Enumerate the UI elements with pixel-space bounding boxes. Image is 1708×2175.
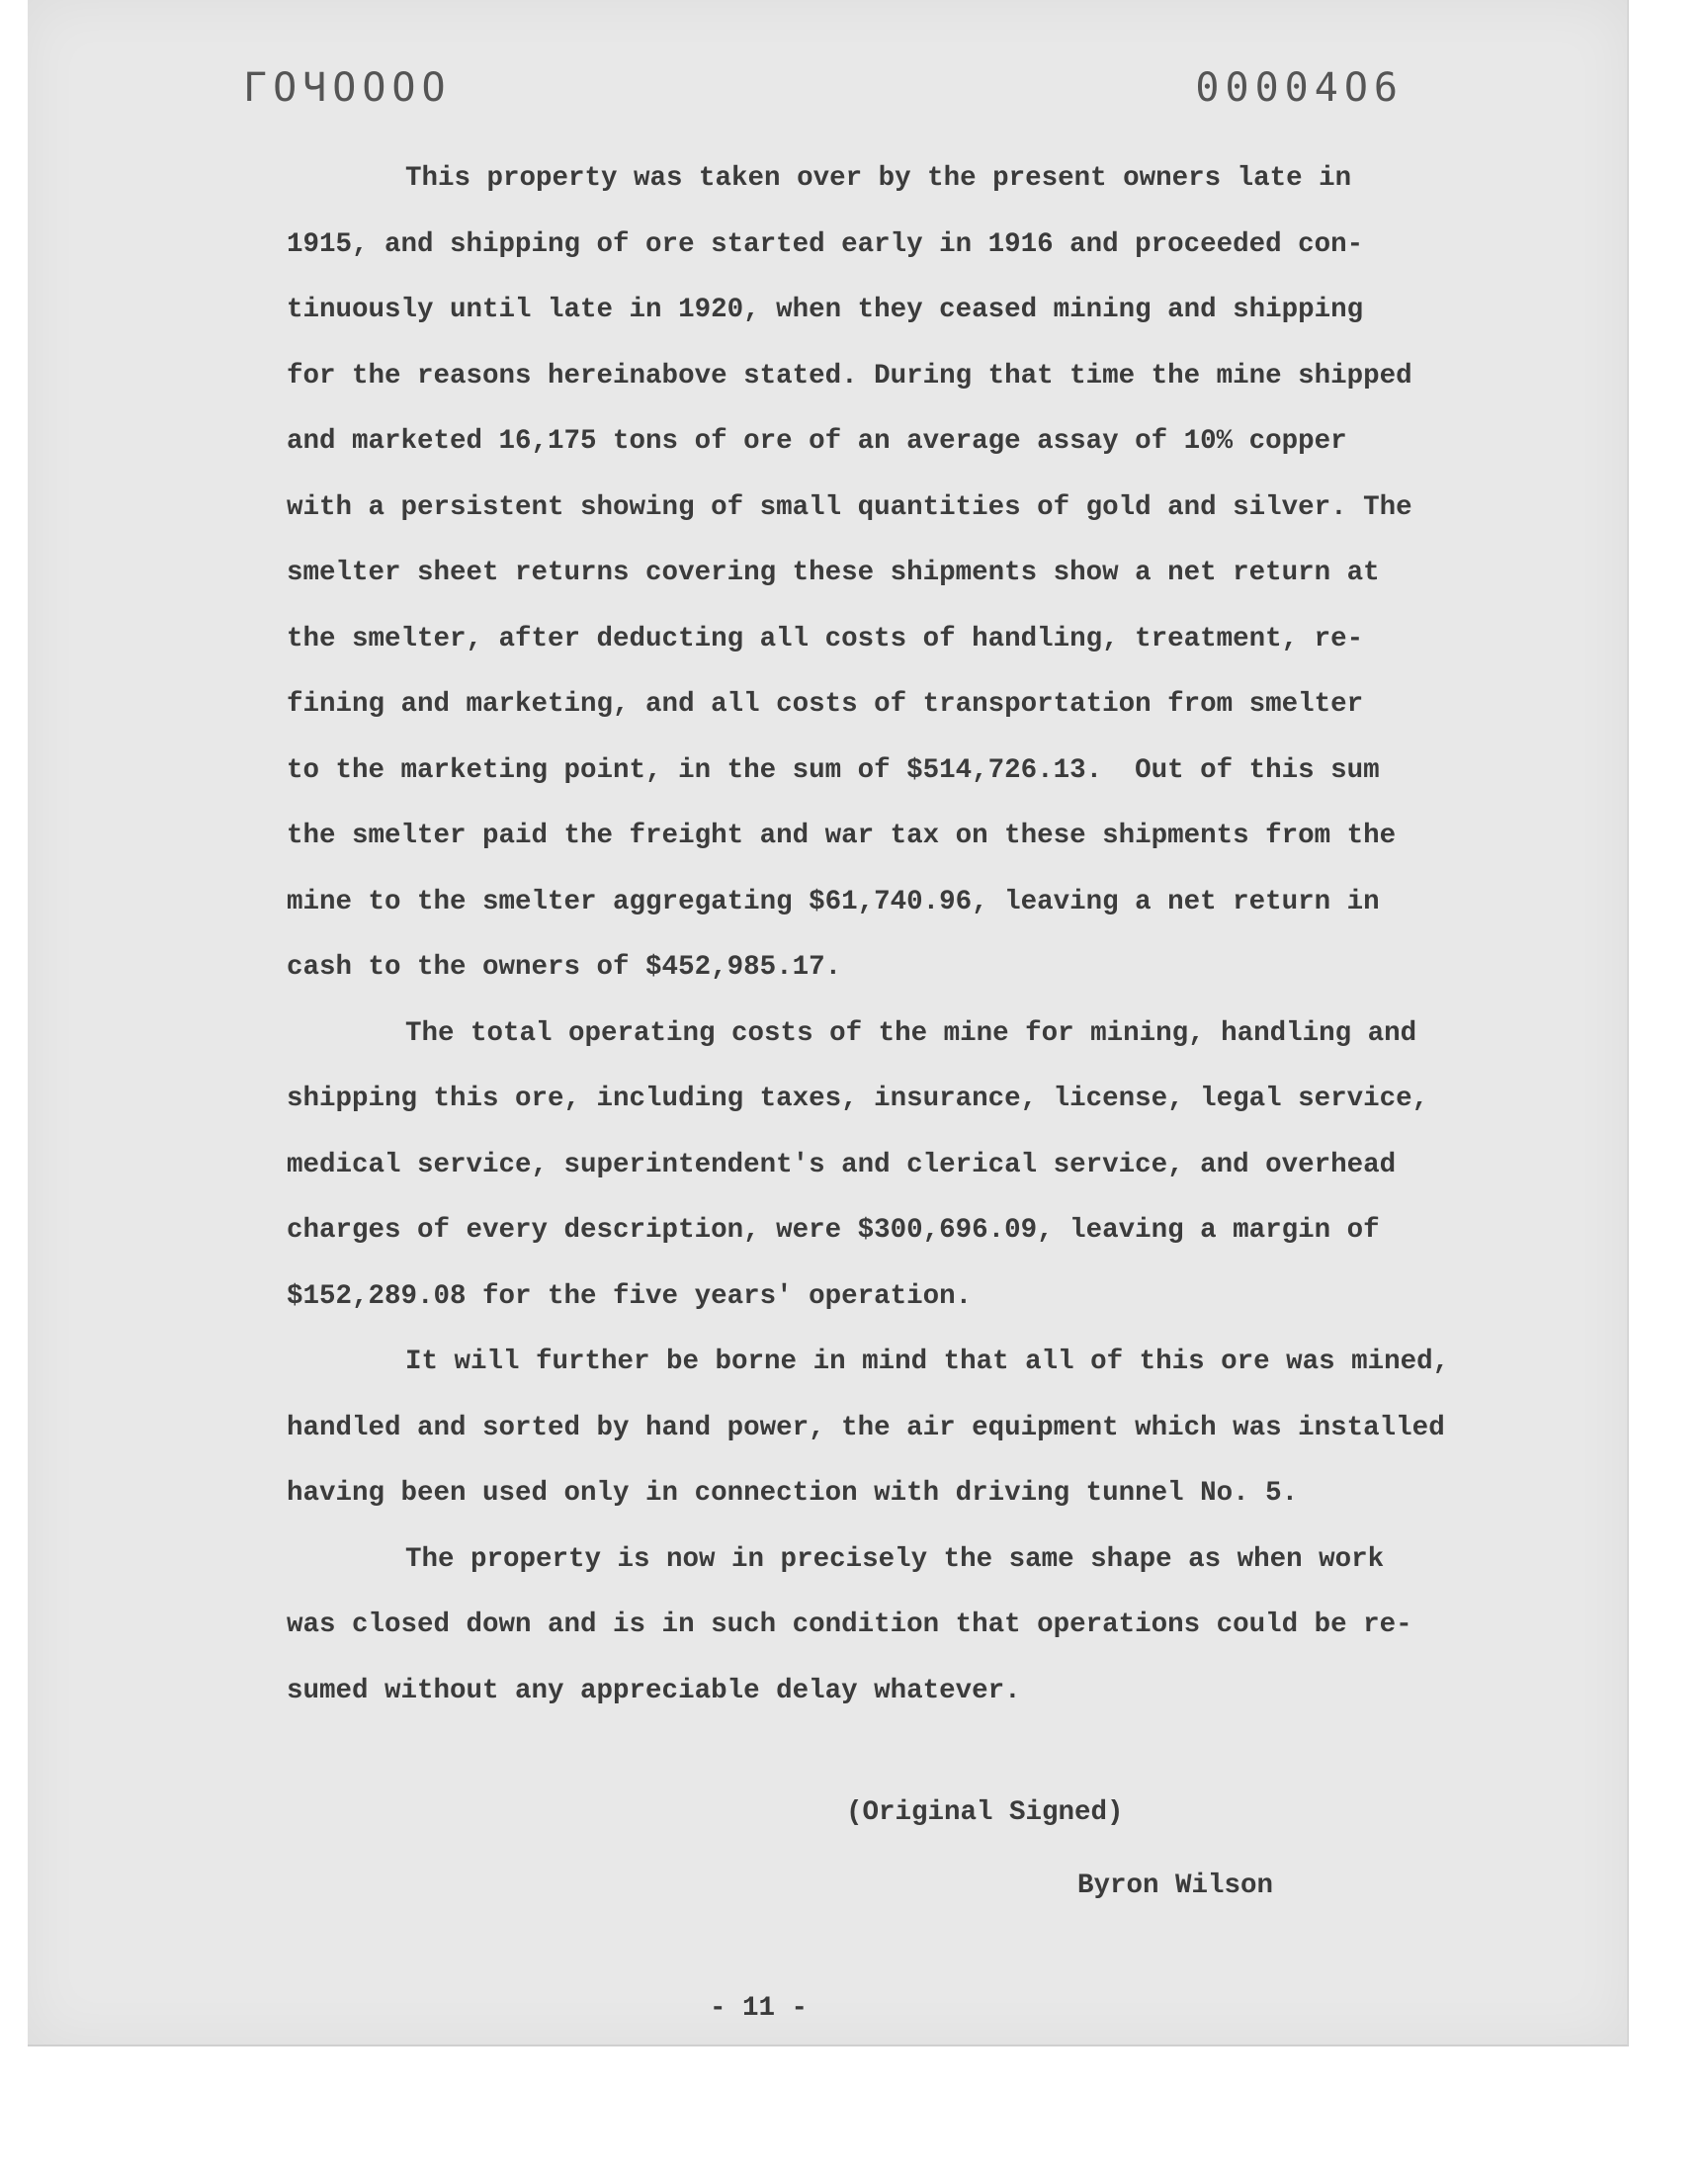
body-line: The total operating costs of the mine for mining, handling and [405,1017,1417,1049]
right-document-code: 00004O6 [1195,65,1404,111]
body-line: having been used only in connection with driving tunnel No. 5. [287,1478,1299,1509]
body-line: for the reasons hereinabove stated. During that time the mine shipped [287,360,1412,392]
body-line: 1915, and shipping of ore started early in 1916 and proceeded con- [287,228,1364,260]
body-line: fining and marketing, and all costs of transportation from smelter [287,689,1364,720]
body-line: with a persistent showing of small quantities of gold and silver. The [287,491,1412,523]
body-line: handled and sorted by hand power, the air equipment which was installed [287,1412,1445,1443]
body-line: and marketed 16,175 tons of ore of an average assay of 10% copper [287,426,1347,457]
original-signed-note: (Original Signed) [846,1797,1124,1828]
body-line: tinuously until late in 1920, when they ceased mining and shipping [287,295,1364,325]
body-line: mine to the smelter aggregating $61,740.96, leaving a net return in [287,886,1380,917]
body-text [287,146,1473,1724]
signatory-name: Byron Wilson [1077,1870,1274,1901]
body-line: $152,289.08 for the five years' operation. [287,1280,973,1312]
body-line: It will further be borne in mind that all of this ore was mined, [405,1347,1450,1377]
body-line: the smelter, after deducting all costs of handling, treatment, re- [287,623,1364,654]
body-line: was closed down and is in such condition that operations could be re- [287,1610,1412,1640]
body-line: This property was taken over by the present owners late in [405,163,1352,194]
body-line: charges of every description, were $300,696.09, leaving a margin of [287,1215,1380,1246]
body-line: the smelter paid the freight and war tax on these shipments from the [287,821,1397,851]
body-line: cash to the owners of $452,985.17. [287,952,842,983]
left-document-code: ΓOЧOOOO [243,65,452,111]
body-line: to the marketing point, in the sum of $514,726.13. Out of this sum [287,754,1380,786]
body-line: smelter sheet returns covering these shipments show a net return at [287,558,1380,588]
body-line: medical service, superintendent's and clerical service, and overhead [287,1149,1397,1180]
page-number: - 11 - [710,1993,809,2024]
body-line: The property is now in precisely the same shape as when work [405,1543,1385,1575]
body-line: sumed without any appreciable delay whatever. [287,1675,1021,1706]
body-line: shipping this ore, including taxes, insurance, license, legal service, [287,1084,1429,1114]
